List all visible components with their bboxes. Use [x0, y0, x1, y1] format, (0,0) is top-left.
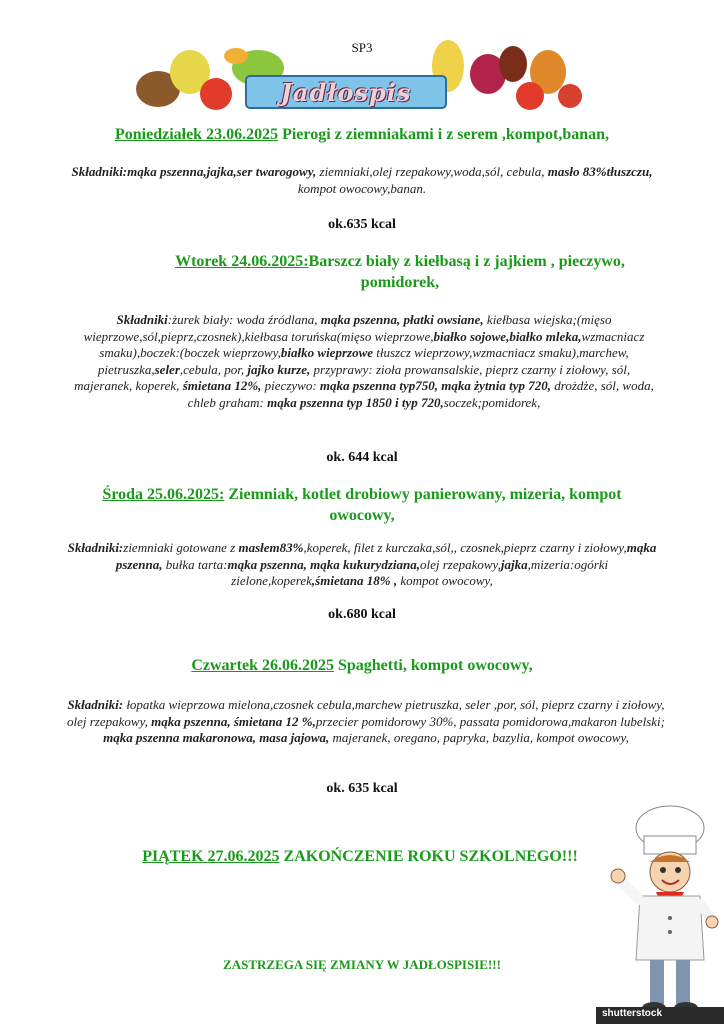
ingredient-part: Składniki:	[67, 540, 124, 555]
ingredients-thursday	[66, 697, 666, 747]
watermark-text: shutterstock	[602, 1008, 663, 1019]
ingredients-tuesday	[72, 312, 656, 411]
day-date: PIĄTEK 27.06.2025	[142, 848, 280, 865]
chef-illustration	[600, 800, 724, 1024]
ingredient-part: ,cebula, por,	[179, 361, 248, 377]
ingredient-part: ziemniaki gotowane z	[123, 540, 239, 555]
ingredient-part: Składniki:	[67, 697, 124, 712]
day-dish: Ziemniak, kotlet drobiowy panierowany, mizeria, kompot owocowy,	[224, 486, 622, 524]
ingredient-part: ,koperek, filet z kurczaka,sól,, czosnek,pieprz czarny i ziołowy,	[303, 540, 627, 555]
friday-event: ZAKOŃCZENIE ROKU SZKOLNEGO!!!	[279, 848, 578, 865]
ingredient-part: mąka pszenna, płatki owsiane,	[320, 312, 484, 327]
ingredient-part: kompot owocowy,banan.	[297, 180, 427, 196]
ingredient-part: mąka pszenna,	[115, 540, 657, 572]
ingredient-part: kiełbasa wiejska;(mięso wieprzowe,sól,pieprz,czosnek),kiełbasa toruńska(mięso wieprzowe,	[83, 312, 612, 344]
ingredient-part: mąka pszenna typ750, mąka żytnia typ 720,	[319, 378, 552, 393]
ingredient-part: mąka pszenna, śmietana 12 %,	[151, 713, 316, 729]
ingredient-part: drożdże, sól, woda, chleb graham:	[187, 378, 654, 410]
ingredient-part: masło 83%tłuszczu,	[547, 164, 653, 179]
ingredient-part: białko wieprzowe	[280, 345, 374, 360]
ingredient-part: przecier pomidorowy 30%, passata pomidorowa,makaron lubelski;	[315, 713, 665, 729]
apple-icon	[516, 82, 544, 110]
banner-title: Jadłospis	[280, 78, 412, 107]
day-heading-monday	[60, 126, 664, 144]
ingredient-part: jajka	[500, 556, 528, 572]
day-dish: Barszcz biały z kiełbasą i z jajkiem , pieczywo, pomidorek,	[308, 253, 625, 291]
day-heading-friday	[100, 848, 620, 866]
day-heading-wednesday	[80, 484, 644, 526]
ingredient-part: wzmacniacz smaku),boczek:(boczek wieprzowy,	[99, 328, 645, 360]
tomato-icon	[200, 78, 232, 110]
ingredient-part: łopatka wieprzowa mielona,czosnek cebula,marchew pietruszka, seler ,por, sól, pieprz czarny i ziołowy, olej rzepakowy,	[67, 697, 665, 729]
ingredient-part: mąka pszenna typ 1850 i typ 720,	[267, 394, 444, 410]
kcal-thursday: ok. 635 kcal	[326, 781, 398, 796]
kcal-tuesday: ok. 644 kcal	[326, 450, 398, 465]
kcal-wednesday: ok.680 kcal	[328, 607, 396, 622]
ingredient-part: masłem83%	[238, 540, 304, 555]
ingredient-part: jajko kurze,	[247, 361, 311, 377]
ingredient-part: olej rzepakowy,	[419, 556, 501, 572]
ingredient-part: :żurek biały: woda źródlana,	[167, 312, 321, 327]
ingredients-wednesday	[66, 540, 658, 590]
day-date: Środa 25.06.2025:	[102, 486, 225, 503]
ingredient-part: mąka pszenna makaronowa, masa jajowa,	[103, 730, 330, 745]
ingredient-part: majeranek, oregano, papryka, bazylia, kompot owocowy,	[329, 730, 629, 745]
day-dish: Spaghetti, kompot owocowy,	[333, 657, 533, 674]
school-label: SP3	[351, 40, 373, 55]
ingredient-part: pieczywo:	[261, 378, 320, 393]
ingredient-part: Składniki	[116, 312, 168, 327]
ingredient-part: mąka pszenna, mąka kukurydziana,	[227, 556, 420, 572]
day-date: Poniedziałek 23.06.2025	[114, 126, 279, 143]
day-heading-thursday	[80, 657, 644, 675]
ingredient-part: soczek;pomidorek,	[443, 394, 541, 410]
ingredient-part: tłuszcz wieprzowy,wzmacniacz smaku),marchew, pietruszka,	[97, 345, 629, 377]
menu-change-notice: ZASTRZEGA SIĘ ZMIANY W JADŁOSPISIE!!!	[223, 957, 501, 972]
ingredient-part: Składniki:mąka pszenna,jajka,ser twarogowy,	[71, 164, 317, 179]
ingredient-part: białko sojowe,białko mleka,	[433, 328, 582, 344]
ingredient-part: bułka tarta:	[162, 556, 228, 572]
day-date: Wtorek 24.06.2025:	[175, 253, 309, 270]
kcal-monday: ok.635 kcal	[328, 217, 396, 232]
ingredient-part: ,śmietana 18% ,	[311, 573, 398, 588]
day-date: Czwartek 26.06.2025	[191, 657, 334, 674]
day-dish: Pierogi z ziemniakami i z serem ,kompot,banan,	[278, 126, 610, 143]
ingredients-monday	[66, 164, 658, 197]
ingredient-part: śmietana 12%,	[182, 378, 262, 393]
ingredient-part: ziemniaki,olej rzepakowy,woda,sól, cebula,	[316, 164, 548, 179]
ingredient-part: kompot owocowy,	[397, 573, 493, 588]
strawberry-icon	[499, 46, 527, 82]
ingredient-part: seler	[154, 361, 180, 377]
day-heading-tuesday	[150, 251, 650, 293]
ingredient-part: ,mizeria:ogórki zielone,koperek	[231, 556, 609, 588]
ingredient-part: przyprawy: zioła prowansalskie, pieprz czarny i ziołowy, sól, majeranek, koperek,	[74, 361, 631, 393]
